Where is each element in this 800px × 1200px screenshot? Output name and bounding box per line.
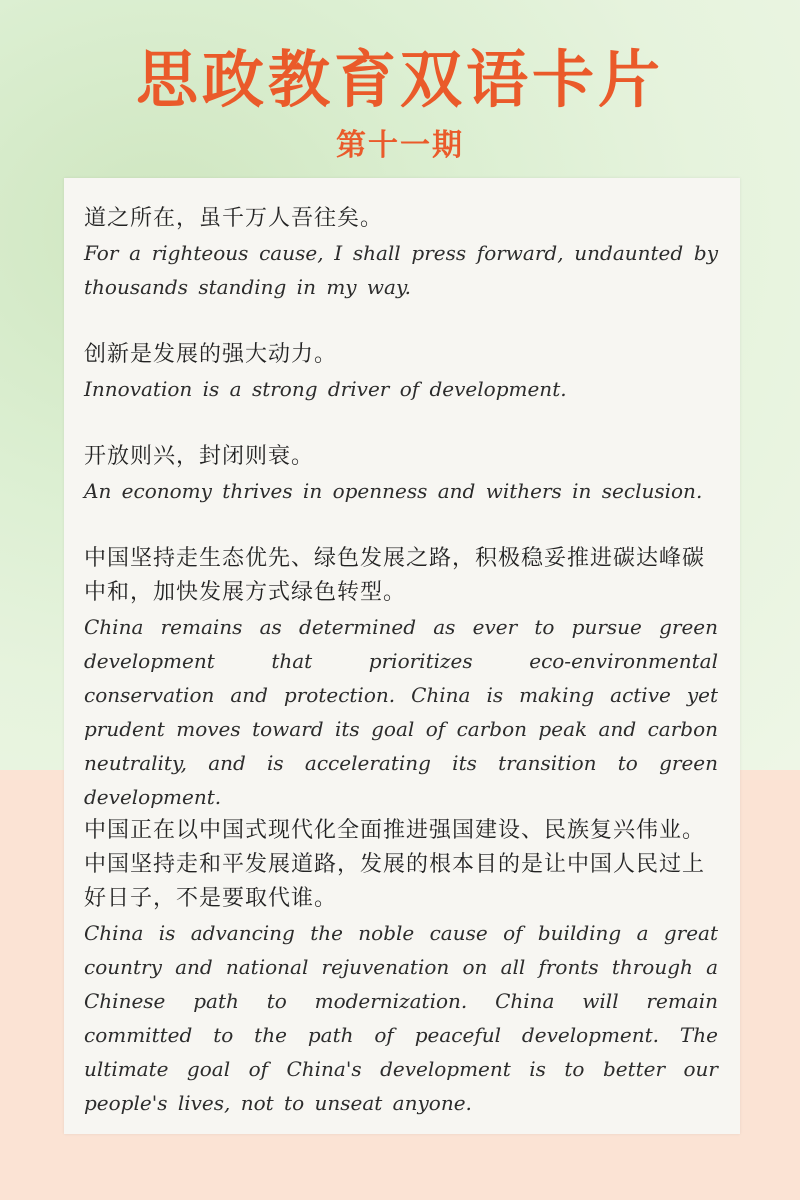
quote-block-5 <box>84 814 718 1120</box>
quote-chinese: 开放则兴，封闭则衰。 <box>84 444 315 469</box>
issue-label: 第十一期 <box>336 128 464 163</box>
quote-block-2 <box>84 338 718 406</box>
quote-block-3 <box>84 440 718 508</box>
quote-english: China remains as determined as ever to pursue green development that prioritizes eco-environmental conservation and protection. China is making active yet prudent moves toward its goal of carbon peak and carbon neutrality, and is accelerating its transition to green development. <box>84 615 718 809</box>
quote-chinese: 创新是发展的强大动力。 <box>84 342 338 367</box>
quote-block-1 <box>84 202 718 304</box>
quote-english: Innovation is a strong driver of development. <box>84 377 567 401</box>
quote-chinese: 中国正在以中国式现代化全面推进强国建设、民族复兴伟业。中国坚持走和平发展道路，发展的根本目的是让中国人民过上好日子，不是要取代谁。 <box>84 818 706 911</box>
text-card <box>64 178 740 1134</box>
quote-english: For a righteous cause, I shall press forward, undaunted by thousands standing in my way. <box>84 241 718 299</box>
poster-title: 思政教育双语卡片 <box>135 43 664 116</box>
quote-chinese: 道之所在，虽千万人吾往矣。 <box>84 206 384 231</box>
quote-english: China is advancing the noble cause of building a great country and national rejuvenation on all fronts through a Chinese path to modernization. China will remain committed to the path of peaceful development. The ultimate goal of China's development is to better our people's lives, not to unseat anyone. <box>84 921 718 1115</box>
quote-english: An economy thrives in openness and withers in seclusion. <box>84 479 703 503</box>
quote-block-4 <box>84 542 718 814</box>
quote-chinese: 中国坚持走生态优先、绿色发展之路，积极稳妥推进碳达峰碳中和，加快发展方式绿色转型。 <box>84 546 706 605</box>
